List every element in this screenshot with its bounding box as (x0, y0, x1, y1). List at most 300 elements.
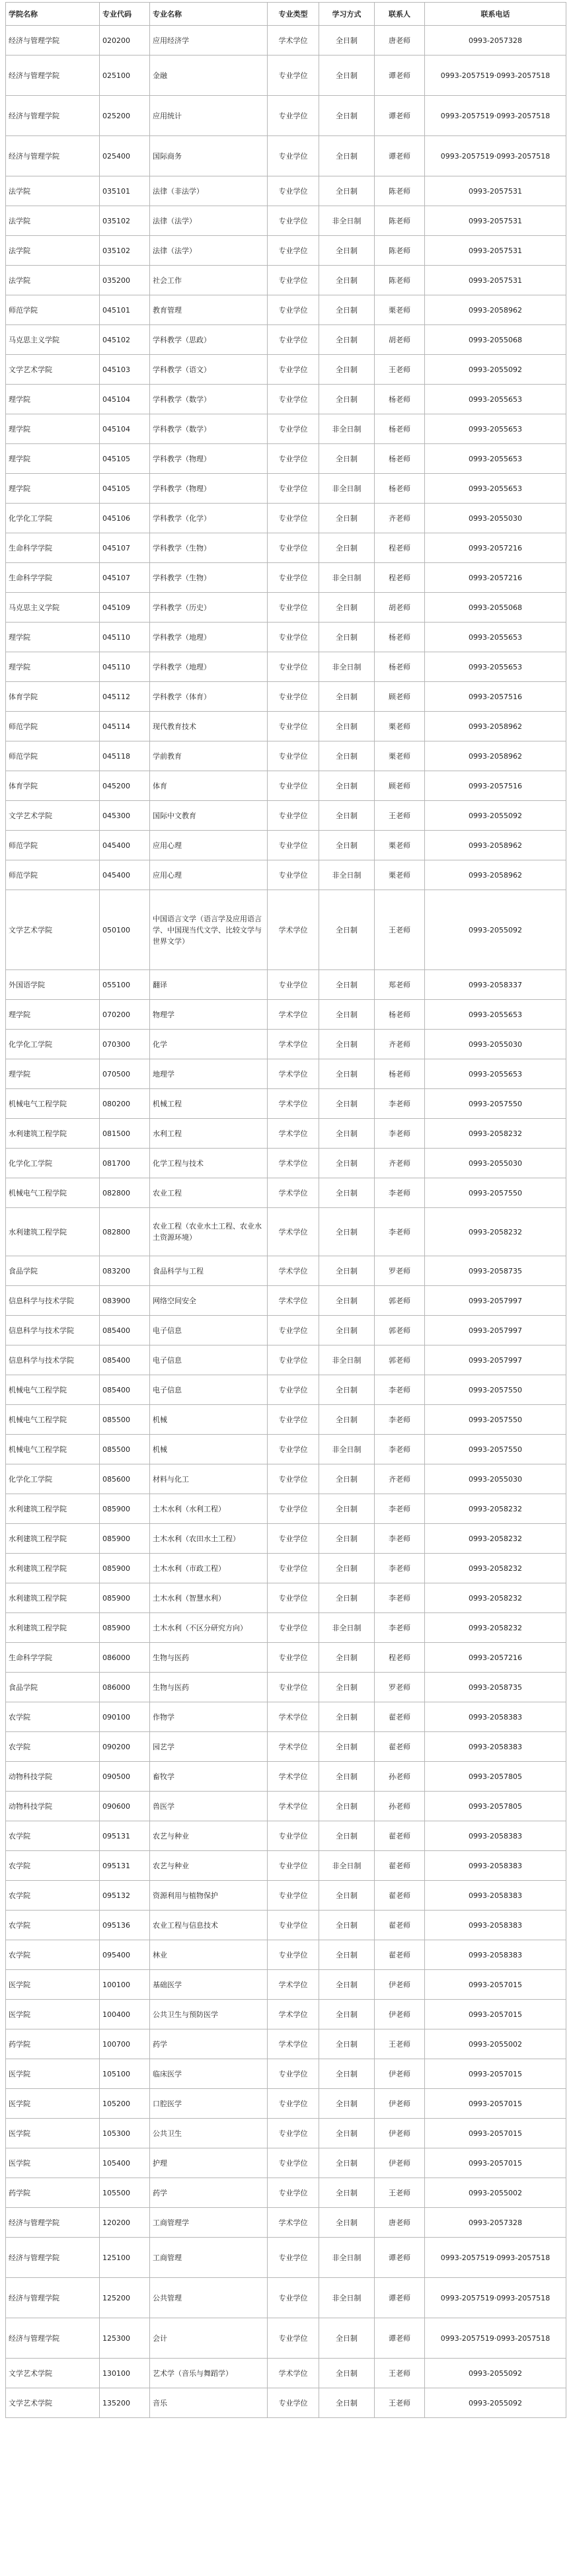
cell-phone: 0993-2055653 (425, 652, 566, 682)
cell-major-code: 082800 (100, 1208, 150, 1256)
cell-phone: 0993-2057805 (425, 1792, 566, 1821)
cell-phone: 0993-2058383 (425, 1911, 566, 1940)
cell-study-mode: 全日制 (319, 385, 375, 414)
table-row (6, 414, 566, 444)
cell-major-code: 055100 (100, 970, 150, 1000)
cell-study-mode: 全日制 (319, 593, 375, 623)
cell-major-type: 专业学位 (268, 1673, 319, 1702)
cell-major-code: 086000 (100, 1643, 150, 1673)
cell-phone: 0993-2057531 (425, 176, 566, 206)
cell-major-code: 085400 (100, 1345, 150, 1375)
cell-major-type: 专业学位 (268, 1613, 319, 1643)
cell-study-mode: 全日制 (319, 1030, 375, 1059)
cell-phone: 0993-2057216 (425, 1643, 566, 1673)
cell-contact: 孙老师 (375, 1762, 425, 1792)
cell-major-name: 农艺与种业 (150, 1851, 268, 1881)
cell-major-code: 045118 (100, 741, 150, 771)
cell-major-type: 学术学位 (268, 1970, 319, 2000)
cell-college: 经济与管理学院 (6, 136, 100, 176)
cell-major-name: 公共卫生与预防医学 (150, 2000, 268, 2029)
cell-phone: 0993-2058735 (425, 1256, 566, 1286)
cell-college: 医学院 (6, 2000, 100, 2029)
cell-phone: 0993-2058962 (425, 741, 566, 771)
cell-college: 师范学院 (6, 860, 100, 890)
cell-major-code: 035101 (100, 176, 150, 206)
cell-contact: 王老师 (375, 2388, 425, 2418)
cell-college: 经济与管理学院 (6, 2238, 100, 2278)
cell-college: 体育学院 (6, 771, 100, 801)
cell-study-mode: 全日制 (319, 533, 375, 563)
cell-major-type: 学术学位 (268, 2029, 319, 2059)
cell-major-type: 专业学位 (268, 1464, 319, 1494)
cell-major-code: 100400 (100, 2000, 150, 2029)
cell-contact: 栗老师 (375, 295, 425, 325)
cell-contact: 伊老师 (375, 2059, 425, 2089)
cell-college: 机械电气工程学院 (6, 1435, 100, 1464)
cell-major-code: 095132 (100, 1881, 150, 1911)
cell-phone: 0993-2058383 (425, 1881, 566, 1911)
cell-major-name: 食品科学与工程 (150, 1256, 268, 1286)
cell-college: 师范学院 (6, 295, 100, 325)
cell-major-type: 专业学位 (268, 2148, 319, 2178)
cell-major-code: 085900 (100, 1583, 150, 1613)
cell-college: 经济与管理学院 (6, 56, 100, 96)
cell-major-type: 专业学位 (268, 1345, 319, 1375)
cell-major-type: 专业学位 (268, 593, 319, 623)
cell-major-code: 085600 (100, 1464, 150, 1494)
cell-major-code: 085900 (100, 1524, 150, 1554)
table-row (6, 2359, 566, 2388)
cell-major-name: 临床医学 (150, 2059, 268, 2089)
cell-major-type: 专业学位 (268, 741, 319, 771)
cell-major-code: 045106 (100, 504, 150, 533)
cell-major-name: 土木水利（水利工程） (150, 1494, 268, 1524)
cell-major-name: 现代教育技术 (150, 712, 268, 741)
cell-study-mode: 全日制 (319, 1256, 375, 1286)
cell-study-mode: 非全日制 (319, 414, 375, 444)
cell-study-mode: 全日制 (319, 2208, 375, 2238)
table-row (6, 1000, 566, 1030)
cell-phone: 0993-2055653 (425, 474, 566, 504)
cell-college: 理学院 (6, 1000, 100, 1030)
table-row (6, 1583, 566, 1613)
cell-major-name: 学科教学（物理） (150, 444, 268, 474)
cell-major-type: 学术学位 (268, 1702, 319, 1732)
cell-study-mode: 全日制 (319, 325, 375, 355)
table-row (6, 96, 566, 136)
cell-major-code: 045104 (100, 385, 150, 414)
cell-major-type: 专业学位 (268, 2059, 319, 2089)
table-row (6, 1316, 566, 1345)
cell-major-name: 应用统计 (150, 96, 268, 136)
cell-major-code: 035102 (100, 236, 150, 266)
cell-study-mode: 全日制 (319, 1940, 375, 1970)
header-college: 学院名称 (6, 3, 100, 26)
cell-contact: 顾老师 (375, 682, 425, 712)
cell-college: 文学艺术学院 (6, 890, 100, 970)
cell-contact: 谭老师 (375, 96, 425, 136)
cell-major-code: 105100 (100, 2059, 150, 2089)
cell-college: 法学院 (6, 266, 100, 295)
cell-study-mode: 全日制 (319, 682, 375, 712)
cell-contact: 伊老师 (375, 2089, 425, 2119)
cell-study-mode: 全日制 (319, 1059, 375, 1089)
cell-phone: 0993-2055653 (425, 414, 566, 444)
cell-college: 马克思主义学院 (6, 593, 100, 623)
cell-major-name: 学科教学（数学） (150, 414, 268, 444)
cell-major-name: 药学 (150, 2178, 268, 2208)
cell-college: 水利建筑工程学院 (6, 1208, 100, 1256)
cell-major-name: 社会工作 (150, 266, 268, 295)
cell-major-name: 应用心理 (150, 860, 268, 890)
cell-major-name: 艺术学（音乐与舞蹈学） (150, 2359, 268, 2388)
program-contact-table (5, 2, 566, 2418)
cell-phone: 0993-2058962 (425, 860, 566, 890)
cell-major-code: 100700 (100, 2029, 150, 2059)
cell-contact: 郭老师 (375, 1286, 425, 1316)
cell-major-name: 兽医学 (150, 1792, 268, 1821)
cell-major-code: 086000 (100, 1673, 150, 1702)
cell-contact: 杨老师 (375, 414, 425, 444)
cell-contact: 谭老师 (375, 2318, 425, 2359)
cell-contact: 程老师 (375, 533, 425, 563)
cell-major-type: 专业学位 (268, 96, 319, 136)
cell-phone: 0993-2055653 (425, 385, 566, 414)
cell-major-type: 学术学位 (268, 1208, 319, 1256)
cell-phone: 0993-2057015 (425, 2000, 566, 2029)
cell-study-mode: 全日制 (319, 56, 375, 96)
table-row (6, 1375, 566, 1405)
cell-major-code: 045400 (100, 860, 150, 890)
cell-contact: 李老师 (375, 1554, 425, 1583)
cell-major-type: 专业学位 (268, 2278, 319, 2318)
cell-contact: 罗老师 (375, 1256, 425, 1286)
cell-contact: 齐老师 (375, 1464, 425, 1494)
cell-study-mode: 全日制 (319, 1673, 375, 1702)
cell-major-name: 化学工程与技术 (150, 1149, 268, 1178)
cell-phone: 0993-2055030 (425, 1030, 566, 1059)
cell-study-mode: 全日制 (319, 1821, 375, 1851)
cell-phone: 0993-2058232 (425, 1613, 566, 1643)
cell-major-code: 090200 (100, 1732, 150, 1762)
cell-college: 农学院 (6, 1702, 100, 1732)
cell-major-code: 045112 (100, 682, 150, 712)
cell-major-name: 金融 (150, 56, 268, 96)
cell-major-type: 专业学位 (268, 652, 319, 682)
cell-phone: 0993-2057519·0993-2057518 (425, 56, 566, 96)
cell-major-name: 学科教学（物理） (150, 474, 268, 504)
table-row (6, 1030, 566, 1059)
table-row (6, 801, 566, 831)
cell-college: 动物科技学院 (6, 1792, 100, 1821)
cell-phone: 0993-2057015 (425, 1970, 566, 2000)
cell-major-code: 095400 (100, 1940, 150, 1970)
cell-major-type: 专业学位 (268, 801, 319, 831)
cell-college: 农学院 (6, 1821, 100, 1851)
cell-major-name: 土木水利（农田水土工程） (150, 1524, 268, 1554)
cell-college: 生命科学学院 (6, 563, 100, 593)
cell-college: 信息科学与技术学院 (6, 1286, 100, 1316)
cell-phone: 0993-2055092 (425, 890, 566, 970)
cell-phone: 0993-2057550 (425, 1405, 566, 1435)
cell-major-name: 学前教育 (150, 741, 268, 771)
table-row (6, 652, 566, 682)
cell-college: 生命科学学院 (6, 1643, 100, 1673)
cell-college: 药学院 (6, 2178, 100, 2208)
cell-major-name: 物理学 (150, 1000, 268, 1030)
cell-study-mode: 全日制 (319, 2029, 375, 2059)
cell-contact: 李老师 (375, 1583, 425, 1613)
cell-major-name: 学科教学（地理） (150, 623, 268, 652)
cell-major-type: 学术学位 (268, 2208, 319, 2238)
cell-major-code: 105400 (100, 2148, 150, 2178)
cell-major-type: 专业学位 (268, 474, 319, 504)
cell-major-type: 专业学位 (268, 206, 319, 236)
table-row (6, 1911, 566, 1940)
cell-major-name: 机械 (150, 1435, 268, 1464)
cell-major-name: 工商管理学 (150, 2208, 268, 2238)
table-header-row (6, 3, 566, 26)
cell-major-code: 083200 (100, 1256, 150, 1286)
cell-contact: 齐老师 (375, 504, 425, 533)
table-row (6, 504, 566, 533)
table-row (6, 1494, 566, 1524)
table-row (6, 206, 566, 236)
cell-college: 农学院 (6, 1881, 100, 1911)
table-row (6, 236, 566, 266)
cell-study-mode: 全日制 (319, 970, 375, 1000)
table-row (6, 1149, 566, 1178)
cell-college: 文学艺术学院 (6, 2359, 100, 2388)
cell-phone: 0993-2057550 (425, 1178, 566, 1208)
cell-contact: 王老师 (375, 890, 425, 970)
cell-phone: 0993-2057519·0993-2057518 (425, 136, 566, 176)
cell-contact: 谭老师 (375, 136, 425, 176)
cell-phone: 0993-2058962 (425, 831, 566, 860)
cell-study-mode: 全日制 (319, 355, 375, 385)
table-row (6, 2208, 566, 2238)
cell-college: 外国语学院 (6, 970, 100, 1000)
cell-major-type: 专业学位 (268, 504, 319, 533)
cell-major-name: 学科教学（体育） (150, 682, 268, 712)
cell-study-mode: 全日制 (319, 1316, 375, 1345)
cell-phone: 0993-2058232 (425, 1583, 566, 1613)
cell-contact: 王老师 (375, 355, 425, 385)
cell-major-name: 中国语言文学（语言学及应用语言学、中国现当代文学、比较文学与世界文学） (150, 890, 268, 970)
cell-contact: 谭老师 (375, 56, 425, 96)
cell-major-code: 045110 (100, 623, 150, 652)
cell-study-mode: 全日制 (319, 2059, 375, 2089)
cell-phone: 0993-2057328 (425, 2208, 566, 2238)
table-row (6, 1464, 566, 1494)
cell-major-name: 林业 (150, 1940, 268, 1970)
cell-study-mode: 全日制 (319, 2000, 375, 2029)
cell-college: 文学艺术学院 (6, 355, 100, 385)
cell-college: 马克思主义学院 (6, 325, 100, 355)
cell-phone: 0993-2055653 (425, 623, 566, 652)
cell-major-name: 应用经济学 (150, 26, 268, 56)
cell-major-type: 专业学位 (268, 1435, 319, 1464)
cell-major-type: 专业学位 (268, 2089, 319, 2119)
cell-major-type: 学术学位 (268, 2000, 319, 2029)
cell-college: 理学院 (6, 623, 100, 652)
cell-phone: 0993-2057519·0993-2057518 (425, 2238, 566, 2278)
cell-contact: 唐老师 (375, 2208, 425, 2238)
cell-phone: 0993-2057015 (425, 2059, 566, 2089)
cell-major-type: 学术学位 (268, 1119, 319, 1149)
cell-contact: 陈老师 (375, 266, 425, 295)
cell-contact: 栗老师 (375, 741, 425, 771)
cell-major-name: 学科教学（语文） (150, 355, 268, 385)
cell-major-type: 专业学位 (268, 771, 319, 801)
cell-contact: 齐老师 (375, 1149, 425, 1178)
cell-study-mode: 全日制 (319, 623, 375, 652)
cell-phone: 0993-2055653 (425, 1059, 566, 1089)
cell-major-type: 专业学位 (268, 1643, 319, 1673)
table-row (6, 474, 566, 504)
cell-major-name: 法律（非法学） (150, 176, 268, 206)
cell-major-code: 090100 (100, 1702, 150, 1732)
table-row (6, 2388, 566, 2418)
cell-major-name: 国际商务 (150, 136, 268, 176)
cell-major-code: 083900 (100, 1286, 150, 1316)
table-row (6, 1345, 566, 1375)
table-row (6, 2000, 566, 2029)
cell-college: 化学化工学院 (6, 1464, 100, 1494)
cell-college: 机械电气工程学院 (6, 1178, 100, 1208)
cell-college: 信息科学与技术学院 (6, 1316, 100, 1345)
cell-major-name: 学科教学（数学） (150, 385, 268, 414)
cell-major-type: 专业学位 (268, 2318, 319, 2359)
cell-major-type: 专业学位 (268, 1375, 319, 1405)
cell-college: 医学院 (6, 2089, 100, 2119)
cell-college: 机械电气工程学院 (6, 1405, 100, 1435)
cell-major-type: 专业学位 (268, 1554, 319, 1583)
cell-study-mode: 全日制 (319, 1286, 375, 1316)
cell-major-type: 学术学位 (268, 1286, 319, 1316)
cell-phone: 0993-2057519·0993-2057518 (425, 2318, 566, 2359)
cell-study-mode: 非全日制 (319, 860, 375, 890)
table-row (6, 325, 566, 355)
cell-study-mode: 全日制 (319, 26, 375, 56)
cell-contact: 陈老师 (375, 176, 425, 206)
cell-phone: 0993-2057997 (425, 1345, 566, 1375)
cell-contact: 程老师 (375, 563, 425, 593)
table-row (6, 1673, 566, 1702)
cell-major-code: 045103 (100, 355, 150, 385)
table-row (6, 831, 566, 860)
table-row (6, 860, 566, 890)
cell-major-code: 045101 (100, 295, 150, 325)
cell-study-mode: 全日制 (319, 236, 375, 266)
cell-major-code: 025200 (100, 96, 150, 136)
cell-major-type: 专业学位 (268, 1524, 319, 1554)
cell-college: 文学艺术学院 (6, 801, 100, 831)
cell-contact: 郭老师 (375, 1345, 425, 1375)
cell-major-name: 化学 (150, 1030, 268, 1059)
cell-major-type: 专业学位 (268, 1494, 319, 1524)
cell-major-name: 学科教学（化学） (150, 504, 268, 533)
cell-major-name: 会计 (150, 2318, 268, 2359)
cell-college: 水利建筑工程学院 (6, 1554, 100, 1583)
cell-contact: 郑老师 (375, 970, 425, 1000)
cell-major-code: 105500 (100, 2178, 150, 2208)
cell-major-code: 090500 (100, 1762, 150, 1792)
cell-study-mode: 非全日制 (319, 2278, 375, 2318)
cell-major-name: 电子信息 (150, 1316, 268, 1345)
cell-major-name: 网络空间安全 (150, 1286, 268, 1316)
table-row (6, 1178, 566, 1208)
cell-major-type: 专业学位 (268, 1583, 319, 1613)
cell-contact: 翟老师 (375, 1881, 425, 1911)
table-row (6, 1643, 566, 1673)
table-row (6, 1435, 566, 1464)
cell-contact: 谭老师 (375, 2278, 425, 2318)
table-row (6, 1792, 566, 1821)
cell-study-mode: 全日制 (319, 890, 375, 970)
cell-study-mode: 全日制 (319, 1524, 375, 1554)
cell-study-mode: 全日制 (319, 741, 375, 771)
cell-major-name: 农艺与种业 (150, 1821, 268, 1851)
cell-major-code: 095136 (100, 1911, 150, 1940)
table-row (6, 1732, 566, 1762)
table-row (6, 1524, 566, 1554)
cell-study-mode: 全日制 (319, 1702, 375, 1732)
table-row (6, 2278, 566, 2318)
cell-major-name: 农业工程与信息技术 (150, 1911, 268, 1940)
cell-college: 理学院 (6, 1059, 100, 1089)
cell-major-code: 100100 (100, 1970, 150, 2000)
cell-contact: 翟老师 (375, 1732, 425, 1762)
cell-major-code: 135200 (100, 2388, 150, 2418)
cell-college: 体育学院 (6, 682, 100, 712)
cell-contact: 杨老师 (375, 385, 425, 414)
cell-contact: 孙老师 (375, 1792, 425, 1821)
cell-study-mode: 非全日制 (319, 563, 375, 593)
cell-major-code: 095131 (100, 1821, 150, 1851)
cell-college: 理学院 (6, 385, 100, 414)
cell-major-code: 070300 (100, 1030, 150, 1059)
cell-contact: 栗老师 (375, 831, 425, 860)
cell-major-name: 园艺学 (150, 1732, 268, 1762)
cell-study-mode: 全日制 (319, 831, 375, 860)
cell-major-code: 035200 (100, 266, 150, 295)
table-row (6, 1762, 566, 1792)
table-row (6, 741, 566, 771)
cell-college: 水利建筑工程学院 (6, 1583, 100, 1613)
cell-major-code: 045104 (100, 414, 150, 444)
cell-study-mode: 全日制 (319, 1881, 375, 1911)
cell-major-type: 学术学位 (268, 1762, 319, 1792)
cell-major-code: 095131 (100, 1851, 150, 1881)
cell-major-code: 120200 (100, 2208, 150, 2238)
table-row (6, 1554, 566, 1583)
cell-major-name: 学科教学（历史） (150, 593, 268, 623)
cell-major-type: 专业学位 (268, 1821, 319, 1851)
cell-major-type: 专业学位 (268, 136, 319, 176)
cell-college: 经济与管理学院 (6, 2278, 100, 2318)
cell-major-name: 机械 (150, 1405, 268, 1435)
cell-study-mode: 全日制 (319, 1178, 375, 1208)
cell-phone: 0993-2057805 (425, 1762, 566, 1792)
table-row (6, 2089, 566, 2119)
table-row (6, 1851, 566, 1881)
table-row (6, 355, 566, 385)
cell-college: 机械电气工程学院 (6, 1089, 100, 1119)
cell-major-code: 085900 (100, 1613, 150, 1643)
header-major-type: 专业类型 (268, 3, 319, 26)
cell-major-name: 地理学 (150, 1059, 268, 1089)
